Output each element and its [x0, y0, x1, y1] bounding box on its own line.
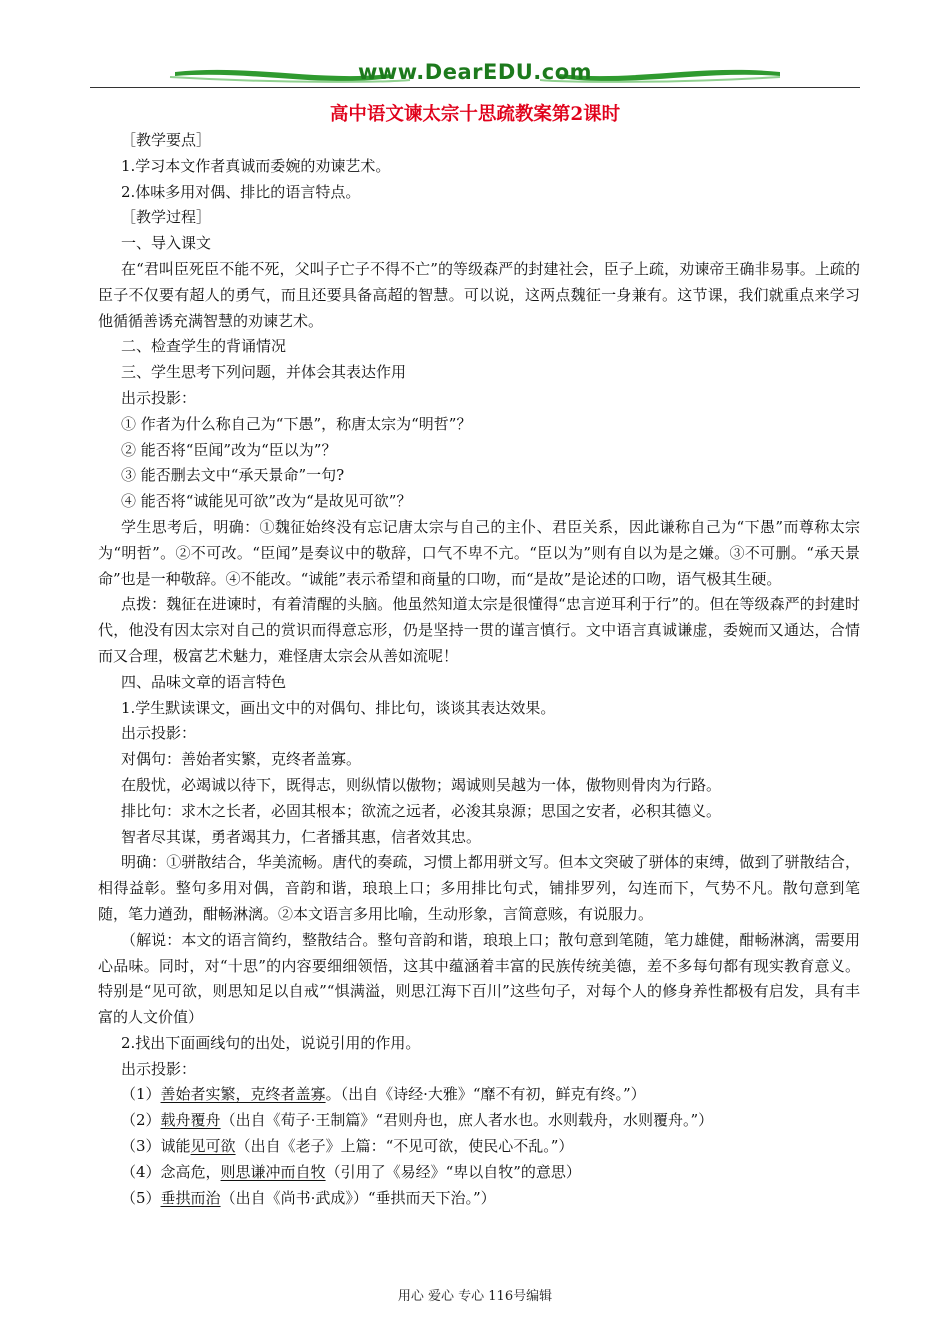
- projection-label: 出示投影：: [121, 388, 197, 407]
- question-3: ③ 能否删去文中“承天景命”一句?: [121, 466, 345, 485]
- task-2: 2.找出下面画线句的出处，说说引用的作用。: [121, 1033, 421, 1052]
- quote-item-5: （5）垂拱而治（出自《尚书·武成》）“垂拱而天下治。”）: [121, 1188, 496, 1207]
- antithesis-example-2: 在殷忧，必竭诚以待下，既得志，则纵情以傲物；竭诚则吴越为一体，傲物则骨肉为行路。: [121, 775, 722, 794]
- key-point-2: 2.体味多用对偶、排比的语言特点。: [121, 182, 361, 201]
- underlined-phrase: 则思谦冲而自牧: [220, 1162, 326, 1181]
- question-4: ④ 能否将“诚能见可欲”改为“是故见可欲”？: [121, 492, 412, 511]
- page-footer: 用心 爱心 专心 116号编辑: [397, 1289, 553, 1304]
- parallelism-example-2: 智者尽其谋，勇者竭其力，仁者播其惠，信者效其忠。: [121, 827, 482, 846]
- answer-paragraph: 学生思考后，明确：①魏征始终没有忘记唐太宗与自己的主仆、君臣关系，因此谦称自己为“下愚”而尊称太宗为“明哲”。②不可改。“臣闻”是奏议中的敬辞，口气不卑不亢。“臣以为”则有自以为是之嫌。③不可删。“承天景命”也是一种敬辞。④不能改。“诚能”表示希望和商量的口吻，而“是故”是论述的口吻，语气极其生硬。: [98, 517, 860, 588]
- quote-item-1: （1）善始者实繁，克终者盖寡。（出自《诗经·大雅》“靡不有初，鲜克有终。”）: [121, 1085, 646, 1104]
- key-point-1: 1.学习本文作者真诚而委婉的劝谏艺术。: [121, 156, 391, 175]
- quote-item-2: （2）载舟覆舟（出自《荀子·王制篇》“君则舟也，庶人者水也。水则载舟，水则覆舟。”）: [121, 1111, 714, 1130]
- quote-item-4: （4）念高危，则思谦冲而自牧（引用了《易经》“卑以自牧”的意思）: [121, 1162, 581, 1181]
- underlined-phrase: 垂拱而治: [160, 1188, 221, 1207]
- step-heading-2: 二、检查学生的背诵情况: [121, 337, 287, 356]
- section-heading-process: ［教学过程］: [121, 208, 212, 227]
- projection-label: 出示投影：: [121, 1059, 197, 1078]
- explanation-paragraph: （解说：本文的语言简约，整散结合。整句音韵和谐，琅琅上口；散句意到笔随，笔力雄健，酣畅淋漓，需要用心品味。同时，对“十思”的内容要细细领悟，这其中蕴涵着丰富的民族传统美德，差不多每句都有现实教育意义。特别是“见可欲，则思知足以自戒”“惧满溢，则思江海下百川”这些句子，对每个人的修身养性都极有启发，具有丰富的人文价值）: [98, 930, 860, 1027]
- question-1: ① 作者为什么称自己为“下愚”，称唐太宗为“明哲”？: [121, 414, 472, 433]
- task-1: 1.学生默读课文，画出文中的对偶句、排比句，谈谈其表达效果。: [121, 698, 556, 717]
- projection-label: 出示投影：: [121, 724, 197, 743]
- section-heading-key-points: ［教学要点］: [121, 131, 212, 149]
- document-title: 高中语文谏太宗十思疏教案第2课时: [329, 104, 621, 125]
- header-divider: [90, 87, 860, 88]
- step-heading-3: 三、学生思考下列问题，并体会其表达作用: [121, 363, 407, 382]
- clarification-paragraph: 明确：①骈散结合，华美流畅。唐代的奏疏，习惯上都用骈文写。但本文突破了骈体的束缚，做到了骈散结合，相得益彰。整句多用对偶，音韵和谐，琅琅上口；多用排比句式，铺排罗列，勾连而下，气势不凡。散句意到笔随，笔力遒劲，酣畅淋漓。②本文语言多用比喻，生动形象，言简意赅，有说服力。: [98, 853, 860, 923]
- site-header-banner: [90, 58, 860, 90]
- site-logo-text[interactable]: www.DearEDU.com: [357, 60, 593, 84]
- hint-paragraph: 点拨：魏征在进谏时，有着清醒的头脑。他虽然知道太宗是很懂得“忠言逆耳利于行”的。但在等级森严的封建时代，他没有因太宗对自己的赏识而得意忘形，仍是坚持一贯的谨言慎行。文中语言真诚谦虚，委婉而又通达，合情而又合理，极富艺术魅力，难怪唐太宗会从善如流呢！: [98, 595, 860, 665]
- underlined-phrase: 见可欲: [190, 1137, 236, 1156]
- question-2: ② 能否将“臣闻”改为“臣以为”？: [121, 440, 337, 459]
- intro-paragraph: 在“君叫臣死臣不能不死，父叫子亡子不得不亡”的等级森严的封建社会，臣子上疏，劝谏帝王确非易事。上疏的臣子不仅要有超人的勇气，而且还要具备高超的智慧。可以说，这两点魏征一身兼有。这节课，我们就重点来学习他循循善诱充满智慧的劝谏艺术。: [98, 259, 860, 330]
- antithesis-example-1: 对偶句：善始者实繁，克终者盖寡。: [121, 750, 362, 769]
- document-body: [98, 128, 860, 1211]
- step-heading-1: 一、导入课文: [121, 234, 212, 253]
- underlined-phrase: 善始者实繁，克终者盖寡: [160, 1085, 326, 1104]
- quote-item-3: （3）诚能见可欲（出自《老子》上篇：“不见可欲，使民心不乱。”）: [121, 1137, 574, 1156]
- step-heading-4: 四、品味文章的语言特色: [121, 672, 287, 691]
- parallelism-example-1: 排比句：求木之长者，必固其根本；欲流之远者，必浚其泉源；思国之安者，必积其德义。: [121, 801, 722, 820]
- underlined-phrase: 载舟覆舟: [160, 1111, 221, 1130]
